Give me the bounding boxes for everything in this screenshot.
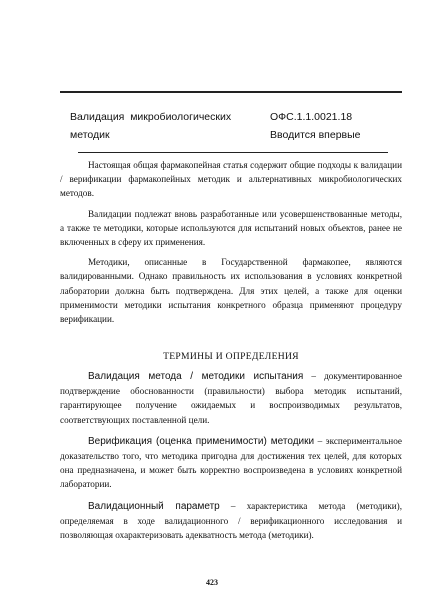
definition-text: – экспериментальное доказательство того, что методика пригодна для достижения тех целей, для которых она предназначена, и может быть корректно воспроизведена в условиях конкретной лаборатории. xyxy=(60,435,402,490)
definition-term: Верификация (оценка применимости) методики xyxy=(88,435,315,447)
article-code: ОФС.1.1.0021.18 xyxy=(270,111,353,123)
definition-text: – документированное подтверждение обоснованности (правильности) выбора методик испытаний, гарантирующее получение ожидаемых и воспроизводимых результатов, соответствующих поставленной цели. xyxy=(60,371,402,425)
section-heading: ТЕРМИНЫ И ОПРЕДЕЛЕНИЯ xyxy=(163,351,299,362)
top-rule xyxy=(60,91,402,93)
definition-validation xyxy=(60,369,402,427)
definition-term: Валидационный параметр xyxy=(88,500,220,512)
intro-text xyxy=(60,158,402,326)
paragraph-scope: Настоящая общая фармакопейная статья содержит общие подходы к валидации / верификации фармакопейных методик и альтернативных микробиологических методов. xyxy=(60,160,402,199)
article-title xyxy=(70,108,260,144)
definitions xyxy=(60,369,402,542)
definition-text: – характеристика метода (методики), определяемая в ходе валидационного / верификационного исследования и позволяющая охарактеризовать адекватность метода (методики). xyxy=(60,500,402,541)
definition-validation-parameter xyxy=(60,499,402,543)
article-meta xyxy=(270,108,400,144)
article-title-line1: Валидация микробиологических xyxy=(70,111,232,123)
definition-term: Валидация метода / методики испытания xyxy=(88,371,304,382)
paragraph-pharmacopoeia-methods: Методики, описанные в Государственной фармакопее, являются валидированными. Однако правильность их использования в условиях конкретной лаборатории должна быть подтверждена. Для этих целей, а также для оценки применимости методики испытания конкретного образца применяют процедуру верификации. xyxy=(60,257,402,325)
paragraph-validation-scope: Валидации подлежат вновь разработанные или усовершенствованные методы, а также те методики, которые используются для испытаний новых объектов, ранее не включенных в сферу их применения. xyxy=(60,208,402,248)
header-divider xyxy=(78,152,388,153)
article-title-line2: методик xyxy=(70,129,110,141)
definition-verification xyxy=(60,434,402,492)
article-status: Вводится впервые xyxy=(270,129,361,141)
page-number: 423 xyxy=(206,578,218,587)
